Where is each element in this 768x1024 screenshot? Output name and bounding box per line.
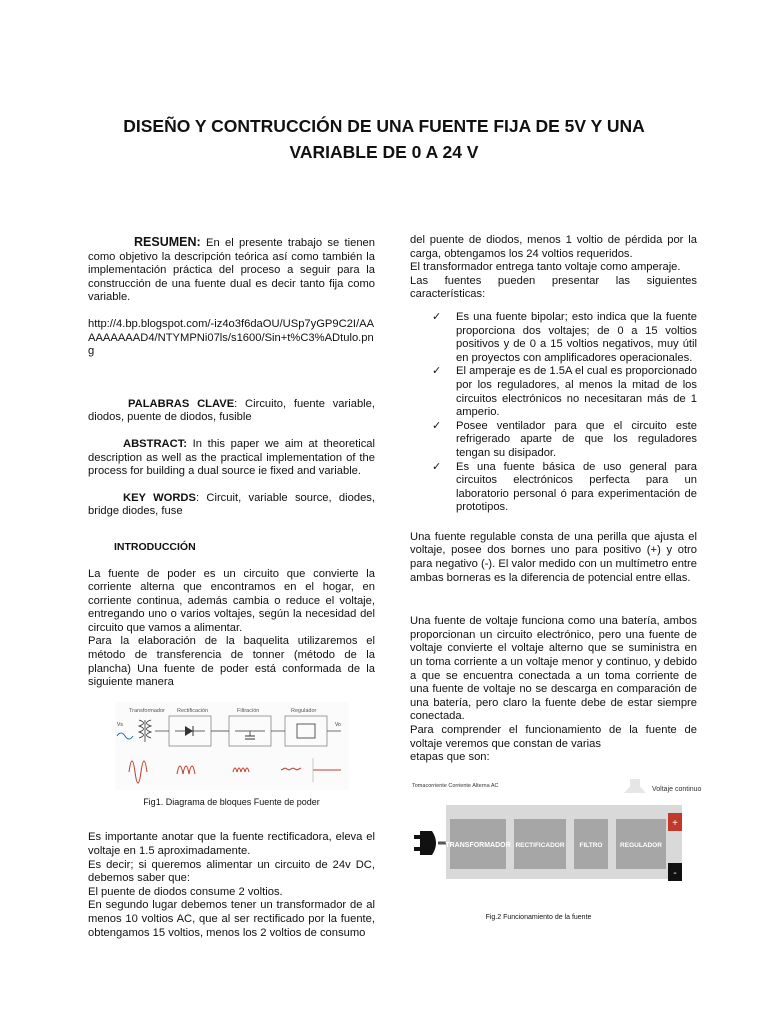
fig2-plus-terminal: + <box>672 817 678 829</box>
palabras-clave-paragraph <box>88 398 375 425</box>
fig2-block-rectificador: RECTIFICADOR <box>515 841 565 849</box>
fig1-label-transformador: Transformador <box>128 707 165 714</box>
figure-2 <box>410 777 702 925</box>
figure-1 <box>88 702 375 810</box>
list-item: ✓ Es una fuente básica de uso general para circuitos electrónicos perfecta para un laboratorio personal ó para experimentación de prototipos. <box>432 460 697 514</box>
keywords-paragraph <box>88 492 375 519</box>
fig1-vout-label: Vo <box>334 721 341 728</box>
fig2-block-regulador: REGULADOR <box>620 841 662 849</box>
right-paragraph-2: El transformador entrega tanto voltaje como amperaje. <box>410 261 681 274</box>
right-paragraph-7: etapas que son: <box>410 751 490 764</box>
fig2-voltaje-label: Voltaje continuo <box>652 785 702 793</box>
list-item: ✓ Posee ventilador para que el circuito este refrigerado aparte de que los reguladores tengan su disipador. <box>432 419 697 459</box>
fig1-label-rectificacion: Rectificación <box>176 707 208 714</box>
keywords-label: KEY WORDS <box>123 491 196 504</box>
after-fig-paragraph-1: Es importante anotar que la fuente rectificadora, eleva el voltaje en 1.5 aproximadamente. <box>88 831 375 858</box>
right-paragraph-3: Las fuentes pueden presentar las siguientes características: <box>410 274 697 301</box>
block-diagram-image <box>115 702 349 790</box>
palabras-clave-text: : Circuito, fuente variable, diodos, puente de diodos, fusible <box>88 397 375 424</box>
fig1-vin-label: Vs <box>116 721 123 728</box>
after-fig-paragraph-4: En segundo lugar debemos tener un transformador de al menos 10 voltios AC, que al ser rectificado por la fuente, obtengamos 15 voltios, menos los 2 voltios de consumo <box>88 899 375 939</box>
keywords-text: : Circuit, variable source, diodes, bridge diodes, fuse <box>88 491 375 518</box>
fig2-minus-terminal: - <box>673 867 677 879</box>
figure-1-caption: Fig1. Diagrama de bloques Fuente de poder <box>143 796 320 807</box>
right-paragraph-6: Para comprender el funcionamiento de la fuente de voltaje veremos que constan de varias <box>410 724 697 750</box>
fig1-label-filtracion: Filtración <box>236 707 259 714</box>
list-item: ✓ Es una fuente bipolar; esto indica que la fuente proporciona dos voltajes; de 0 a 15 voltios positivos y de 0 a 15 voltios negativos, muy útil en proyectos con amplificadores operacionales. <box>432 310 697 364</box>
checkmark-icon: ✓ <box>432 460 442 473</box>
characteristics-list <box>410 311 697 515</box>
intro-paragraph-2: Para la elaboración de la baquelita utilizaremos el método de transferencia de tonner (método de la plancha) Una fuente de poder está conformada de la siguiente manera <box>88 635 375 689</box>
list-item: ✓ El amperaje es de 1.5A el cual es proporcionado por los reguladores, al menos la mitad de los circuitos electrónicos no necesitaran más de 1 amperio. <box>432 365 697 419</box>
image-url[interactable]: http://4.bp.blogspot.com/-iz4o3f6daOU/USp7yGP9C2I/AAAAAAAAAD4/NTYMPNi07ls/s1600/Sin+t%C3%ADtulo.png <box>88 317 375 358</box>
fig1-label-regulador: Regulador <box>290 707 316 714</box>
resumen-paragraph <box>88 236 375 305</box>
intro-paragraph-1: La fuente de poder es un circuito que convierte la corriente alterna que encontramos en el hogar, en corriente continua, además cambia o reduce el voltaje, entregando uno o varios voltajes, según la necesidad del circuito que vamos a alimentar. <box>88 567 375 634</box>
right-paragraph-1: del puente de diodos, menos 1 voltio de pérdida por la carga, obtengamos los 24 voltios requeridos. <box>410 234 697 260</box>
fig2-block-filtro: FILTRO <box>579 841 603 849</box>
title-line-2: VARIABLE DE 0 A 24 V <box>289 142 479 162</box>
intro-heading: INTRODUCCIÓN <box>114 540 196 553</box>
power-supply-stages-image <box>410 777 710 905</box>
fig2-toma-label: Tomacorriente Corriente Alterna AC <box>412 782 499 789</box>
right-paragraph-4: Una fuente regulable consta de una perilla que ajusta el voltaje, posee dos bornes uno para positivo (+) y otro para negativo (-). El valor medido con un multímetro entre ambas borneras es la diferencia de potencial entre ellas. <box>410 530 697 584</box>
resumen-text: En el presente trabajo se tienen como objetivo la descripción teórica así como también la implementación práctica del proceso a seguir para la construcción de una fuente dual es decir tanto fija como variable. <box>88 237 375 304</box>
checkmark-icon: ✓ <box>432 365 442 378</box>
checkmark-icon: ✓ <box>432 310 442 323</box>
fig2-block-transformador: TRANSFORMADOR <box>445 841 511 849</box>
resumen-label: RESUMEN: <box>134 235 201 249</box>
abstract-label: ABSTRACT: <box>123 437 188 450</box>
abstract-paragraph <box>88 438 375 479</box>
after-fig-paragraph-3: El puente de diodos consume 2 voltios. <box>88 885 283 898</box>
checkmark-icon: ✓ <box>432 419 442 432</box>
abstract-text: In this paper we aim at theoretical description as well as the practical implementation of the process for building a dual source ie fixed and variable. <box>88 437 375 478</box>
right-paragraph-5: Una fuente de voltaje funciona como una batería, ambos proporcionan un circuito electrónico, pero una fuente de voltaje convierte el voltaje alterno que se suministra en un toma corriente a un voltaje menor y continuo, y debido a que se encuentra conectada a un toma corriente de una fuente de voltaje no se descarga en comparación de una batería, pero claro la fuente debe de estar siempre conectada. <box>410 615 697 723</box>
left-column <box>88 236 375 940</box>
title-line-1: DISEÑO Y CONTRUCCIÓN DE UNA FUENTE FIJA DE 5V Y UNA <box>123 116 645 136</box>
paper-title <box>0 113 768 165</box>
after-fig-paragraph-2: Es decir; si queremos alimentar un circuito de 24v DC, debemos saber que: <box>88 858 375 885</box>
figure-2-caption: Fig.2 Funcionamiento de la fuente <box>485 913 592 921</box>
right-column <box>410 234 702 924</box>
palabras-clave-label: PALABRAS CLAVE <box>128 397 235 410</box>
